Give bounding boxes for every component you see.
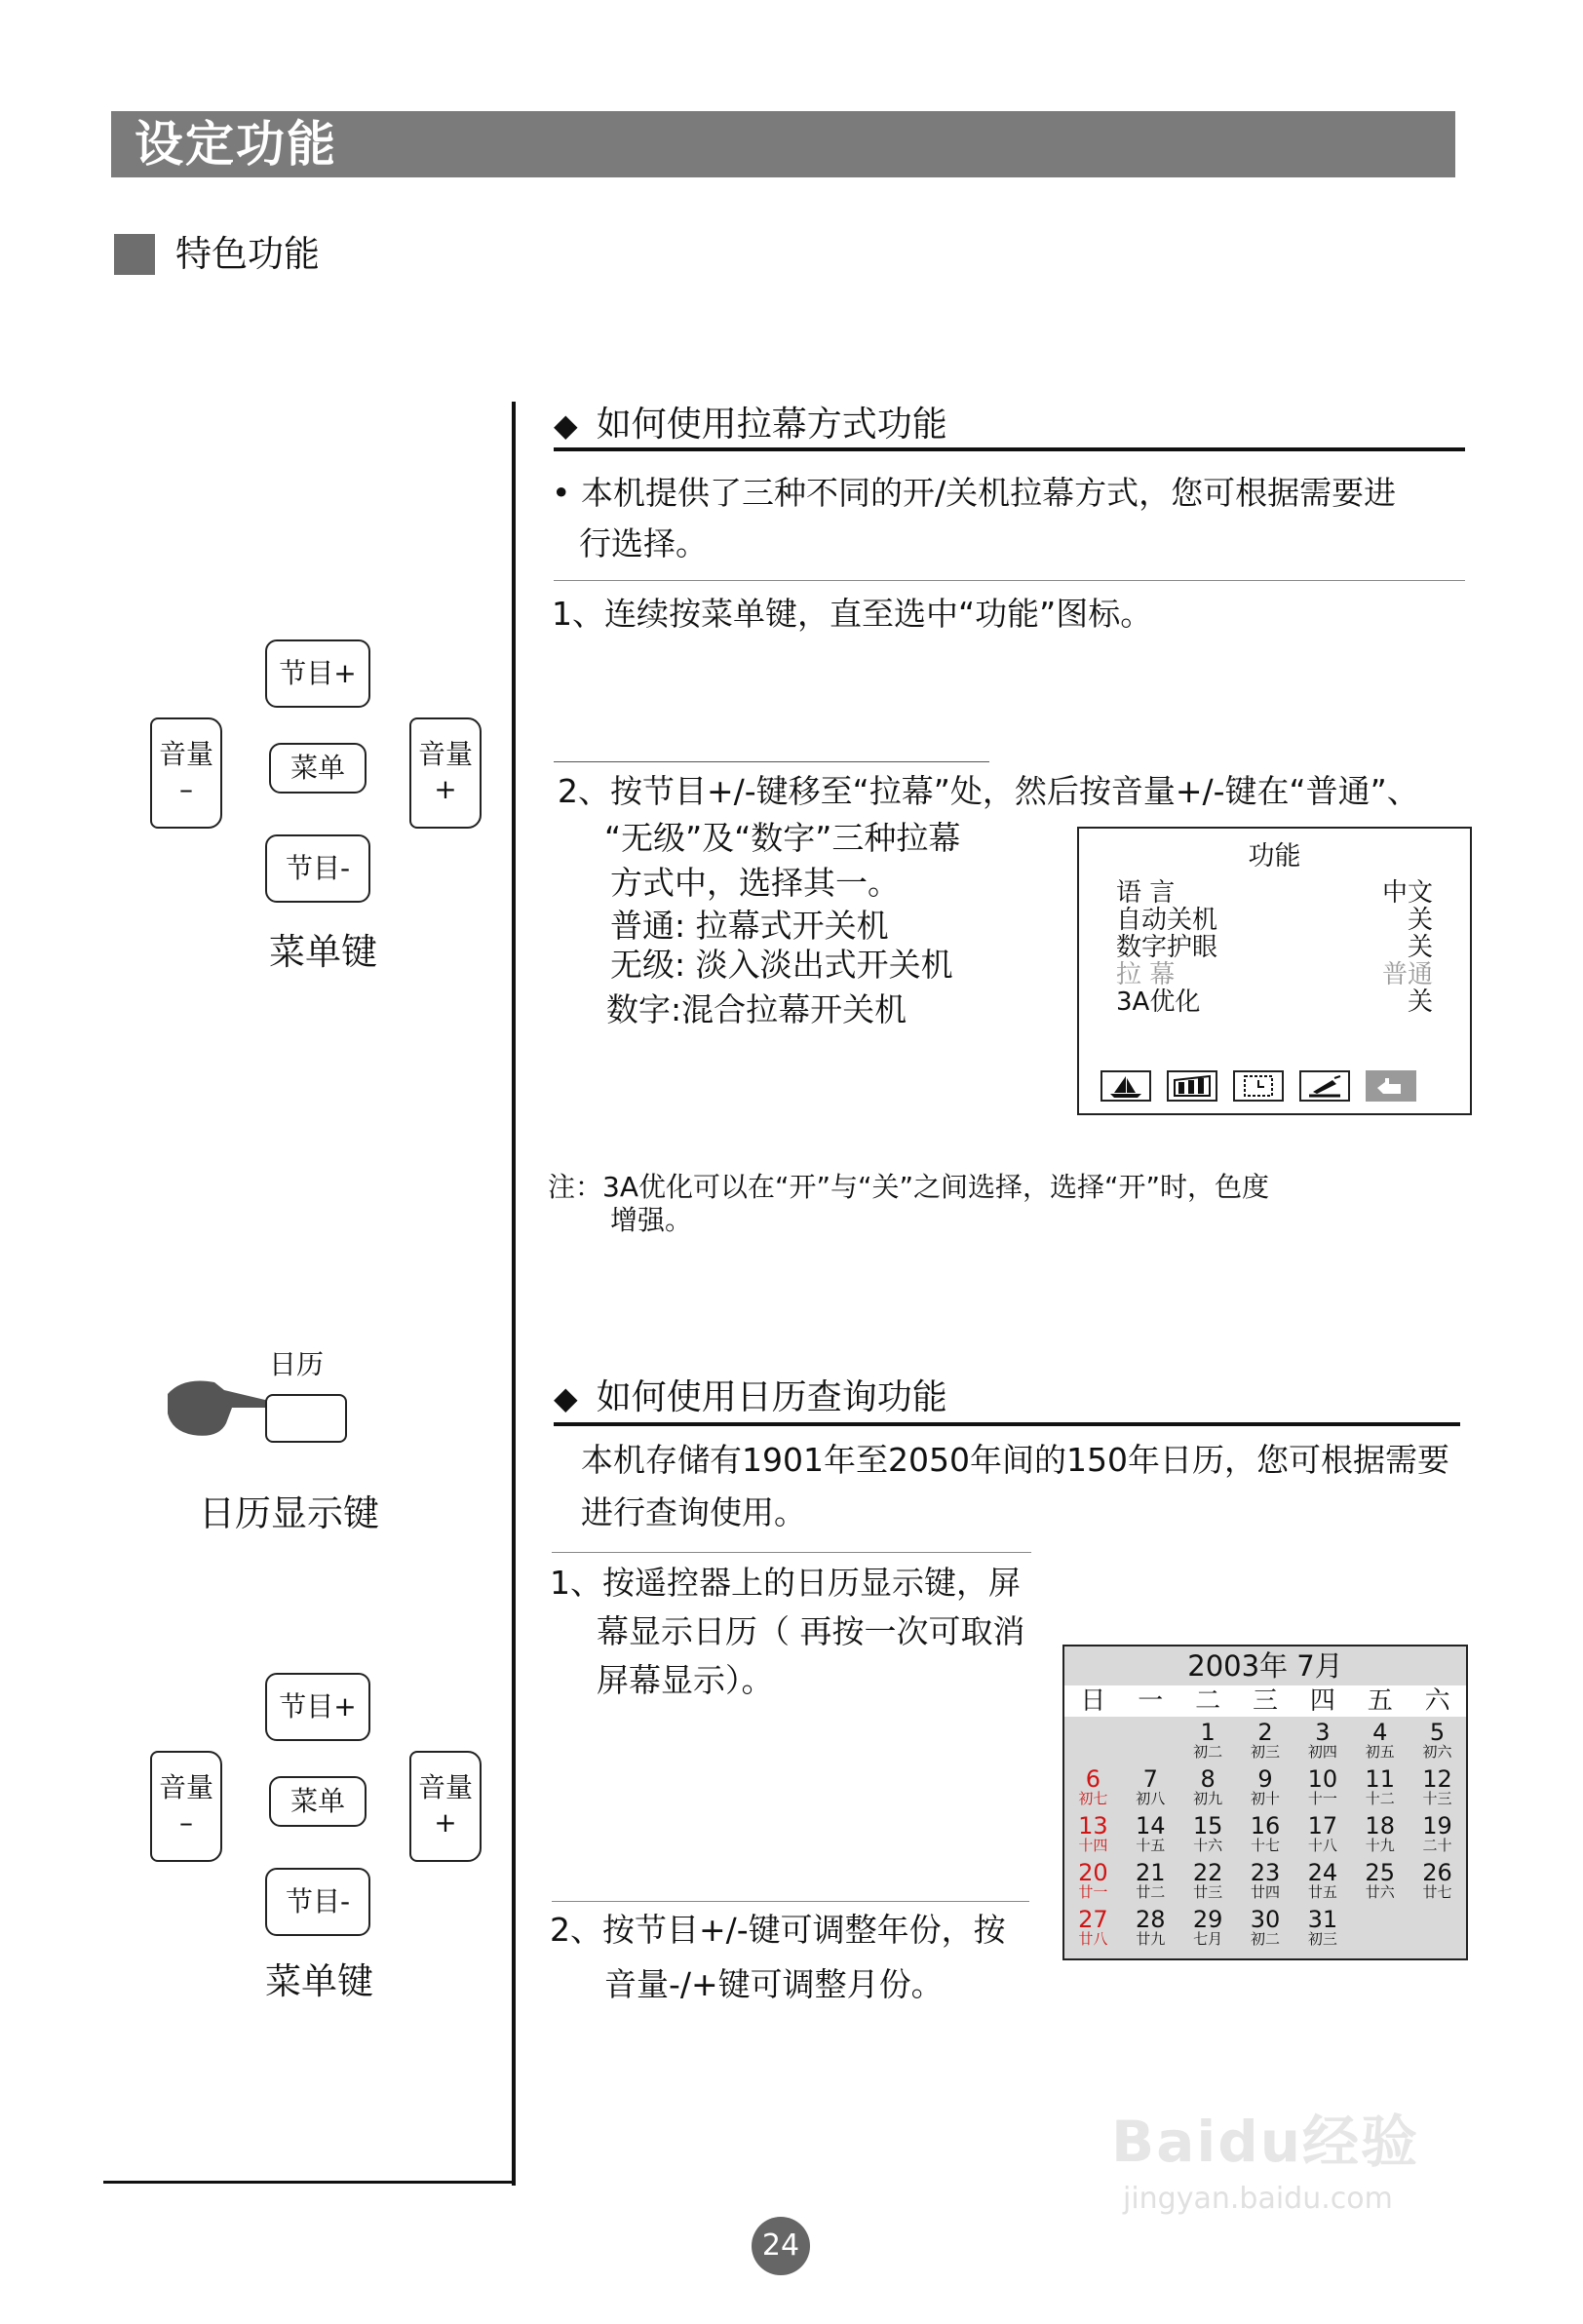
calendar-weekday-row: 日 一 二 三 四 五 六	[1064, 1685, 1466, 1717]
calendar-step-1-line3: 屏幕显示）。	[597, 1661, 774, 1699]
calendar-lunar-date: 初二	[1250, 1930, 1280, 1948]
calendar-lunar-date: 廿二	[1136, 1883, 1166, 1901]
calendar-day-number: 8	[1200, 1765, 1216, 1793]
calendar-day	[1353, 1861, 1408, 1900]
curtain-step-1: 1、连续按菜单键，直至选中“功能”图标。	[552, 595, 1153, 633]
calendar-screen	[1062, 1645, 1468, 1960]
calendar-lunar-date: 十八	[1307, 1837, 1337, 1854]
calendar-lunar-date: 初七	[1078, 1790, 1108, 1807]
calendar-day-number: 17	[1307, 1812, 1338, 1840]
calendar-title: 如何使用日历查询功能	[596, 1377, 947, 1417]
calendar-lunar-date: 廿六	[1365, 1883, 1395, 1901]
function-menu-screen	[1077, 827, 1472, 1115]
calendar-day-number: 4	[1372, 1719, 1388, 1746]
curtain-option-stepless: 无级: 淡入淡出式开关机	[610, 946, 953, 984]
calendar-lunar-date: 初三	[1307, 1930, 1337, 1948]
calendar-day-number: 11	[1365, 1765, 1395, 1793]
calendar-day-number: 24	[1307, 1859, 1338, 1886]
calendar-lunar-date: 十六	[1193, 1837, 1223, 1854]
calendar-day-number: 28	[1136, 1906, 1166, 1933]
calendar-day	[1238, 1767, 1293, 1806]
calendar-lunar-date: 初九	[1193, 1790, 1223, 1807]
setup-icon	[1299, 1070, 1350, 1102]
calendar-day-number: 16	[1250, 1812, 1281, 1840]
calendar-lunar-date: 七月	[1193, 1930, 1223, 1948]
calendar-step-1-line2: 幕显示日历（ 再按一次可取消	[597, 1612, 1025, 1650]
calendar-step-2-line2: 音量-/+键可调整月份。	[604, 1965, 944, 2003]
calendar-intro-2: 进行查询使用。	[581, 1493, 806, 1531]
volume-minus-button[interactable]: 音量 –	[150, 1751, 222, 1862]
calendar-day-number: 25	[1365, 1859, 1395, 1886]
divider	[552, 1552, 1031, 1553]
calendar-day	[1123, 1814, 1178, 1853]
section-marker	[114, 234, 155, 275]
calendar-day-number: 31	[1307, 1906, 1338, 1933]
calendar-day-number: 20	[1078, 1859, 1108, 1886]
calendar-underline	[554, 1422, 1460, 1426]
calendar-day	[1295, 1767, 1350, 1806]
function-icon	[1366, 1070, 1416, 1102]
calendar-day	[1353, 1814, 1408, 1853]
calendar-day	[1180, 1908, 1235, 1947]
menu-key-caption: 菜单键	[265, 1960, 373, 2002]
calendar-day	[1353, 1721, 1408, 1760]
page-number: 24	[752, 2217, 810, 2275]
calendar-lunar-date: 初八	[1136, 1790, 1166, 1807]
calendar-lunar-date: 廿八	[1078, 1930, 1108, 1948]
calendar-day-number: 15	[1192, 1812, 1223, 1840]
menu-key-caption: 菜单键	[269, 931, 377, 973]
menu-row-language: 语 言 中文	[1116, 878, 1433, 908]
calendar-day-number: 6	[1085, 1765, 1101, 1793]
calendar-lunar-date: 初四	[1307, 1743, 1337, 1761]
calendar-step-2-line1: 2、按节目+/-键可调整年份，按	[550, 1911, 1006, 1949]
calendar-day	[1180, 1721, 1235, 1760]
calendar-day-number: 23	[1250, 1859, 1281, 1886]
divider	[554, 761, 989, 762]
calendar-day-number: 2	[1257, 1719, 1273, 1746]
channel-down-button[interactable]: 节目-	[265, 1868, 370, 1936]
curtain-intro-2: 行选择。	[579, 524, 708, 562]
curtain-option-normal: 普通: 拉幕式开关机	[610, 907, 889, 945]
curtain-heading	[554, 404, 947, 446]
channel-up-button[interactable]: 节目+	[265, 639, 370, 708]
calendar-day-number: 30	[1250, 1906, 1281, 1933]
calendar-day-number: 1	[1200, 1719, 1216, 1746]
curtain-option-digital: 数字:混合拉幕开关机	[606, 990, 907, 1028]
watermark-logo: Baidu经验	[1111, 2109, 1420, 2175]
calendar-key-label: 日历	[269, 1348, 325, 1380]
calendar-lunar-date: 初十	[1250, 1790, 1280, 1807]
calendar-lunar-date: 廿四	[1250, 1883, 1280, 1901]
calendar-day	[1295, 1721, 1350, 1760]
calendar-day	[1180, 1767, 1235, 1806]
page-title: 设定功能	[135, 116, 337, 173]
pointing-hand-icon	[164, 1375, 271, 1443]
calendar-day-number: 13	[1078, 1812, 1108, 1840]
menu-row-auto-off: 自动关机 关	[1116, 906, 1433, 935]
calendar-lunar-date: 廿七	[1422, 1883, 1452, 1901]
calendar-lunar-date: 十三	[1422, 1790, 1452, 1807]
calendar-lunar-date: 初二	[1193, 1743, 1223, 1761]
curtain-step-2-line3: 方式中，选择其一。	[610, 864, 900, 902]
watermark-url: jingyan.baidu.com	[1123, 2182, 1393, 2216]
curtain-note-1: 注：3A优化可以在“开”与“关”之间选择，选择“开”时，色度	[548, 1171, 1270, 1203]
menu-title: 功能	[1248, 841, 1301, 872]
calendar-day	[1295, 1908, 1350, 1947]
calendar-lunar-date: 廿五	[1307, 1883, 1337, 1901]
calendar-lunar-date: 十二	[1365, 1790, 1395, 1807]
volume-plus-button[interactable]: 音量 +	[409, 717, 482, 829]
calendar-day-number: 10	[1307, 1765, 1338, 1793]
calendar-month-header: 2003年 7月	[1187, 1649, 1343, 1683]
calendar-day-number: 21	[1136, 1859, 1166, 1886]
calendar-day	[1238, 1861, 1293, 1900]
calendar-day	[1410, 1814, 1465, 1853]
divider	[552, 1901, 1029, 1902]
calendar-intro-1: 本机存储有1901年至2050年间的150年日历，您可根据需要	[581, 1441, 1449, 1479]
curtain-step-2-line2: “无级”及“数字”三种拉幕	[604, 819, 961, 857]
calendar-day-number: 9	[1257, 1765, 1273, 1793]
menu-row-curtain-selected: 拉 幕 普通	[1116, 960, 1433, 989]
calendar-day	[1123, 1861, 1178, 1900]
calendar-lunar-date: 初六	[1422, 1743, 1452, 1761]
calendar-lunar-date: 十一	[1307, 1790, 1337, 1807]
calendar-day	[1238, 1908, 1293, 1947]
curtain-step-2-line1: 2、按节目+/-键移至“拉幕”处，然后按音量+/-键在“普通”、	[558, 772, 1419, 810]
calendar-day-number: 12	[1422, 1765, 1452, 1793]
calendar-day-number: 19	[1422, 1812, 1452, 1840]
calendar-day-number: 5	[1429, 1719, 1446, 1746]
volume-minus-button[interactable]: 音量 –	[150, 717, 222, 829]
curtain-note-2: 增强。	[610, 1204, 693, 1236]
calendar-day-number: 7	[1142, 1765, 1158, 1793]
bottom-rule	[103, 2181, 516, 2184]
calendar-lunar-date: 二十	[1422, 1837, 1452, 1854]
calendar-lunar-date: 廿一	[1078, 1883, 1108, 1901]
calendar-day	[1065, 1861, 1120, 1900]
calendar-day	[1180, 1814, 1235, 1853]
calendar-day	[1123, 1767, 1178, 1806]
calendar-day-number: 14	[1136, 1812, 1166, 1840]
menu-row-3a: 3A优化 关	[1116, 988, 1433, 1017]
calendar-day-number: 29	[1192, 1906, 1223, 1933]
channel-down-button[interactable]: 节目-	[265, 834, 370, 903]
menu-button[interactable]: 菜单	[269, 1776, 367, 1827]
calendar-day	[1238, 1814, 1293, 1853]
divider	[554, 580, 1465, 581]
calendar-day	[1123, 1908, 1178, 1947]
calendar-day	[1410, 1861, 1465, 1900]
calendar-day	[1353, 1767, 1408, 1806]
menu-button[interactable]: 菜单	[269, 743, 367, 794]
curtain-intro-1: • 本机提供了三种不同的开/关机拉幕方式，您可根据需要进	[552, 474, 1397, 512]
sound-icon	[1167, 1070, 1217, 1102]
volume-plus-button[interactable]: 音量 +	[409, 1751, 482, 1862]
calendar-lunar-date: 十九	[1365, 1837, 1395, 1854]
column-divider	[512, 402, 516, 2186]
calendar-day	[1410, 1721, 1465, 1760]
calendar-day	[1410, 1767, 1465, 1806]
calendar-lunar-date: 十七	[1250, 1837, 1280, 1854]
menu-row-eye-care: 数字护眼 关	[1116, 933, 1433, 962]
calendar-day-number: 27	[1078, 1906, 1108, 1933]
calendar-day	[1065, 1767, 1120, 1806]
calendar-lunar-date: 廿三	[1193, 1883, 1223, 1901]
calendar-heading	[554, 1376, 947, 1419]
calendar-day-number: 18	[1365, 1812, 1395, 1840]
calendar-day	[1065, 1908, 1120, 1947]
calendar-button[interactable]	[265, 1394, 347, 1443]
curtain-title: 如何使用拉幕方式功能	[596, 405, 947, 445]
calendar-lunar-date: 初三	[1250, 1743, 1280, 1761]
calendar-lunar-date: 初五	[1365, 1743, 1395, 1761]
calendar-day-number: 22	[1192, 1859, 1223, 1886]
calendar-day	[1065, 1814, 1120, 1853]
calendar-lunar-date: 十四	[1078, 1837, 1108, 1854]
curtain-underline	[554, 447, 1465, 451]
calendar-day-number: 3	[1315, 1719, 1331, 1746]
section-title: 特色功能	[175, 233, 320, 275]
calendar-lunar-date: 廿九	[1136, 1930, 1166, 1948]
calendar-day	[1295, 1814, 1350, 1853]
diamond-icon: ◆	[554, 407, 578, 444]
diamond-icon: ◆	[554, 1379, 578, 1416]
calendar-day	[1180, 1861, 1235, 1900]
calendar-lunar-date: 十五	[1136, 1837, 1166, 1854]
clock-icon	[1233, 1070, 1284, 1102]
calendar-day	[1295, 1861, 1350, 1900]
calendar-step-1-line1: 1、按遥控器上的日历显示键，屏	[550, 1564, 1021, 1602]
calendar-key-caption: 日历显示键	[199, 1492, 379, 1534]
channel-up-button[interactable]: 节目+	[265, 1673, 370, 1741]
calendar-day	[1238, 1721, 1293, 1760]
calendar-day-number: 26	[1422, 1859, 1452, 1886]
picture-icon	[1100, 1070, 1151, 1102]
